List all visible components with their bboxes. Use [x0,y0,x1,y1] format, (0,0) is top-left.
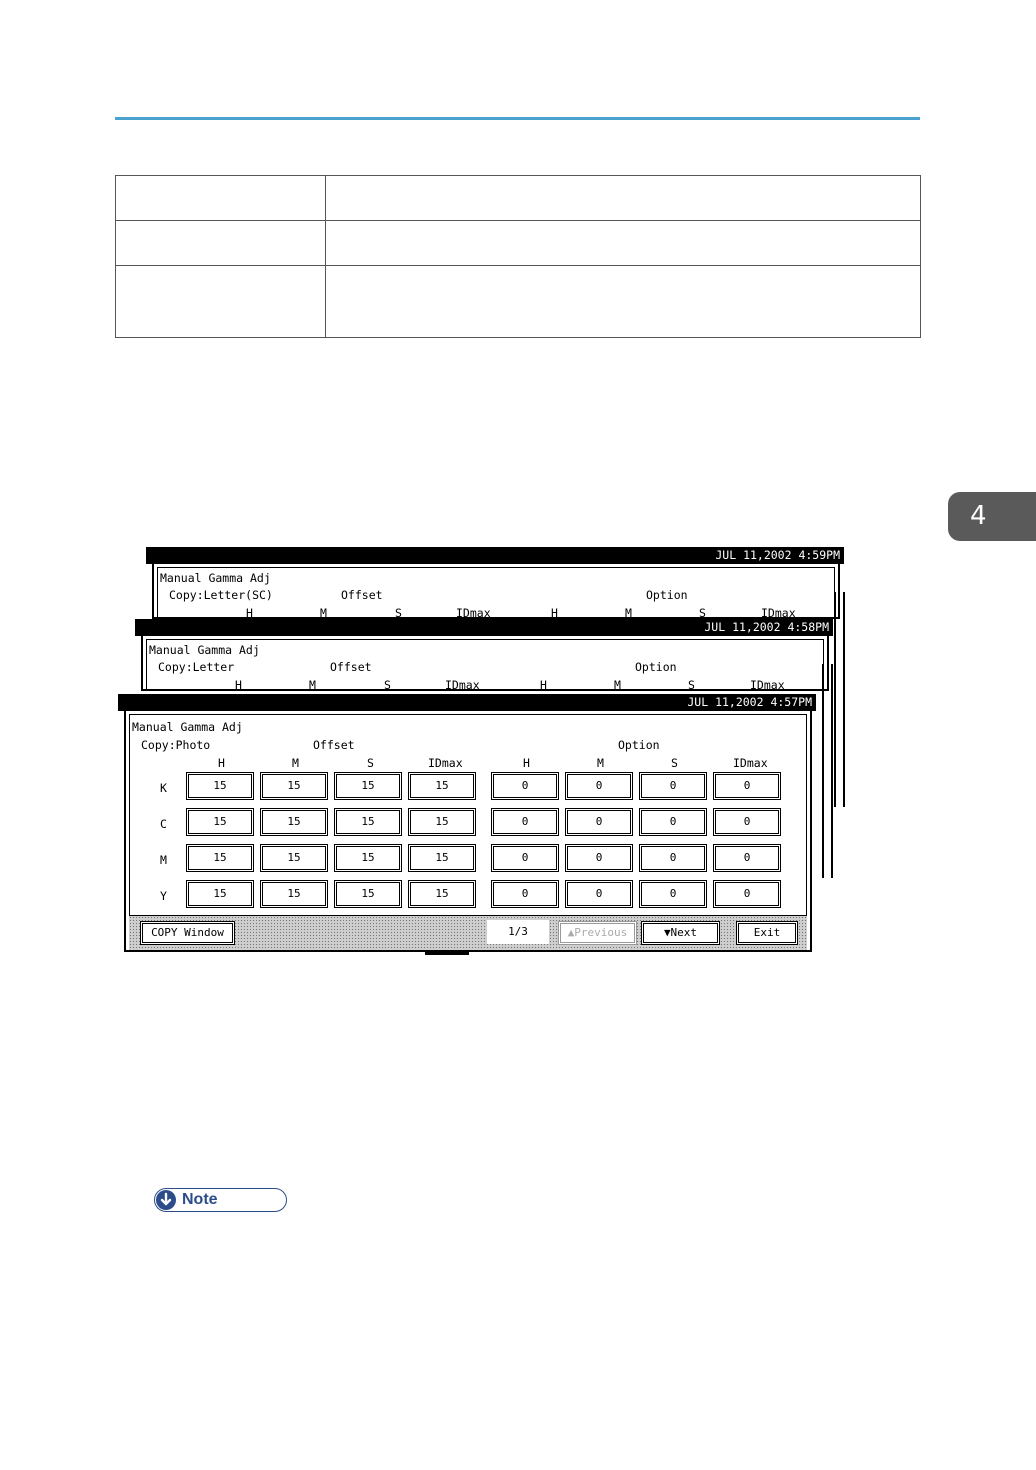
column-header: IDmax [733,756,768,770]
chapter-tab: 4 [948,492,1036,541]
table-row [116,176,921,221]
option-label: Option [635,660,677,674]
column-header: H [540,678,547,691]
offset-m-k[interactable]: 15 [260,772,328,800]
screen-mode: Copy:Letter(SC) [169,588,273,602]
copy-window-button[interactable]: COPY Window [140,921,235,945]
offset-h-m[interactable]: 15 [186,844,254,872]
row-label-m: M [160,853,167,867]
table-cell [326,266,921,338]
page-indicator: 1/3 [487,920,549,944]
row-label-k: K [160,781,167,795]
column-header: H [523,756,530,770]
lcd-screen-middle [135,619,833,691]
offset-label: Offset [330,660,372,674]
option-m-k[interactable]: 0 [565,772,633,800]
screen-mode: Copy:Photo [141,738,211,752]
offset-label: Offset [313,738,355,752]
screen-title: Manual Gamma Adj [132,720,243,734]
column-header: H [246,606,253,619]
column-header: IDmax [761,606,796,619]
lcd-front-bottom-tab [425,952,469,955]
screen-title: Manual Gamma Adj [149,643,260,657]
column-header: H [235,678,242,691]
offset-h-c[interactable]: 15 [186,808,254,836]
option-idmax-c[interactable]: 0 [713,808,781,836]
table-cell [116,266,326,338]
lcd-inner-frame [157,567,835,617]
option-idmax-y[interactable]: 0 [713,880,781,908]
column-header: S [395,606,402,619]
settings-table [115,175,921,338]
offset-s-y[interactable]: 15 [334,880,402,908]
lcd-middle-side-edge [822,664,833,878]
column-header: S [671,756,678,770]
offset-h-y[interactable]: 15 [186,880,254,908]
column-header: M [625,606,632,619]
arrow-down-circle-icon [156,1190,176,1210]
option-idmax-k[interactable]: 0 [713,772,781,800]
option-h-y[interactable]: 0 [491,880,559,908]
column-header: M [614,678,621,691]
lcd-screen-back [146,547,844,619]
column-header: IDmax [445,678,480,691]
offset-m-m[interactable]: 15 [260,844,328,872]
offset-s-m[interactable]: 15 [334,844,402,872]
offset-s-k[interactable]: 15 [334,772,402,800]
header-rule [115,117,920,120]
lcd-screen-front [118,694,816,952]
column-header: M [320,606,327,619]
column-header: S [688,678,695,691]
column-header: IDmax [750,678,785,691]
option-h-c[interactable]: 0 [491,808,559,836]
lcd-frame [141,636,829,691]
offset-m-y[interactable]: 15 [260,880,328,908]
lcd-inner-frame [146,639,824,689]
offset-idmax-m[interactable]: 15 [408,844,476,872]
table-cell [326,176,921,221]
column-header: M [309,678,316,691]
lcd-frame [124,711,812,952]
table-cell [116,221,326,266]
table-row [116,221,921,266]
option-s-y[interactable]: 0 [639,880,707,908]
option-m-m[interactable]: 0 [565,844,633,872]
offset-m-c[interactable]: 15 [260,808,328,836]
column-header: S [384,678,391,691]
lcd-back-side-edge [834,592,845,807]
option-s-m[interactable]: 0 [639,844,707,872]
option-h-k[interactable]: 0 [491,772,559,800]
previous-button[interactable]: ▲Previous [558,921,637,945]
column-header: H [551,606,558,619]
option-m-y[interactable]: 0 [565,880,633,908]
option-idmax-m[interactable]: 0 [713,844,781,872]
column-header: M [597,756,604,770]
column-header: S [367,756,374,770]
option-h-m[interactable]: 0 [491,844,559,872]
offset-idmax-c[interactable]: 15 [408,808,476,836]
lcd-datetime: JUL 11,2002 4:57PM [118,694,816,711]
lcd-datetime: JUL 11,2002 4:59PM [146,547,844,564]
table-cell [326,221,921,266]
option-s-k[interactable]: 0 [639,772,707,800]
row-label-y: Y [160,889,167,903]
option-m-c[interactable]: 0 [565,808,633,836]
offset-h-k[interactable]: 15 [186,772,254,800]
column-header: IDmax [428,756,463,770]
table-cell [116,176,326,221]
lcd-frame [152,564,840,619]
option-s-c[interactable]: 0 [639,808,707,836]
option-label: Option [646,588,688,602]
option-label: Option [618,738,660,752]
column-header: S [699,606,706,619]
table-row [116,266,921,338]
exit-button[interactable]: Exit [736,921,798,945]
note-badge [154,1188,287,1212]
offset-label: Offset [341,588,383,602]
column-header: M [292,756,299,770]
column-header: IDmax [456,606,491,619]
lcd-datetime: JUL 11,2002 4:58PM [135,619,833,636]
next-button[interactable]: ▼Next [641,921,720,945]
screen-title: Manual Gamma Adj [160,571,271,585]
offset-s-c[interactable]: 15 [334,808,402,836]
offset-idmax-k[interactable]: 15 [408,772,476,800]
column-header: H [218,756,225,770]
lcd-status-bar [129,915,807,950]
screen-mode: Copy:Letter [158,660,235,674]
offset-idmax-y[interactable]: 15 [408,880,476,908]
row-label-c: C [160,817,167,831]
note-label: Note [182,1191,218,1208]
